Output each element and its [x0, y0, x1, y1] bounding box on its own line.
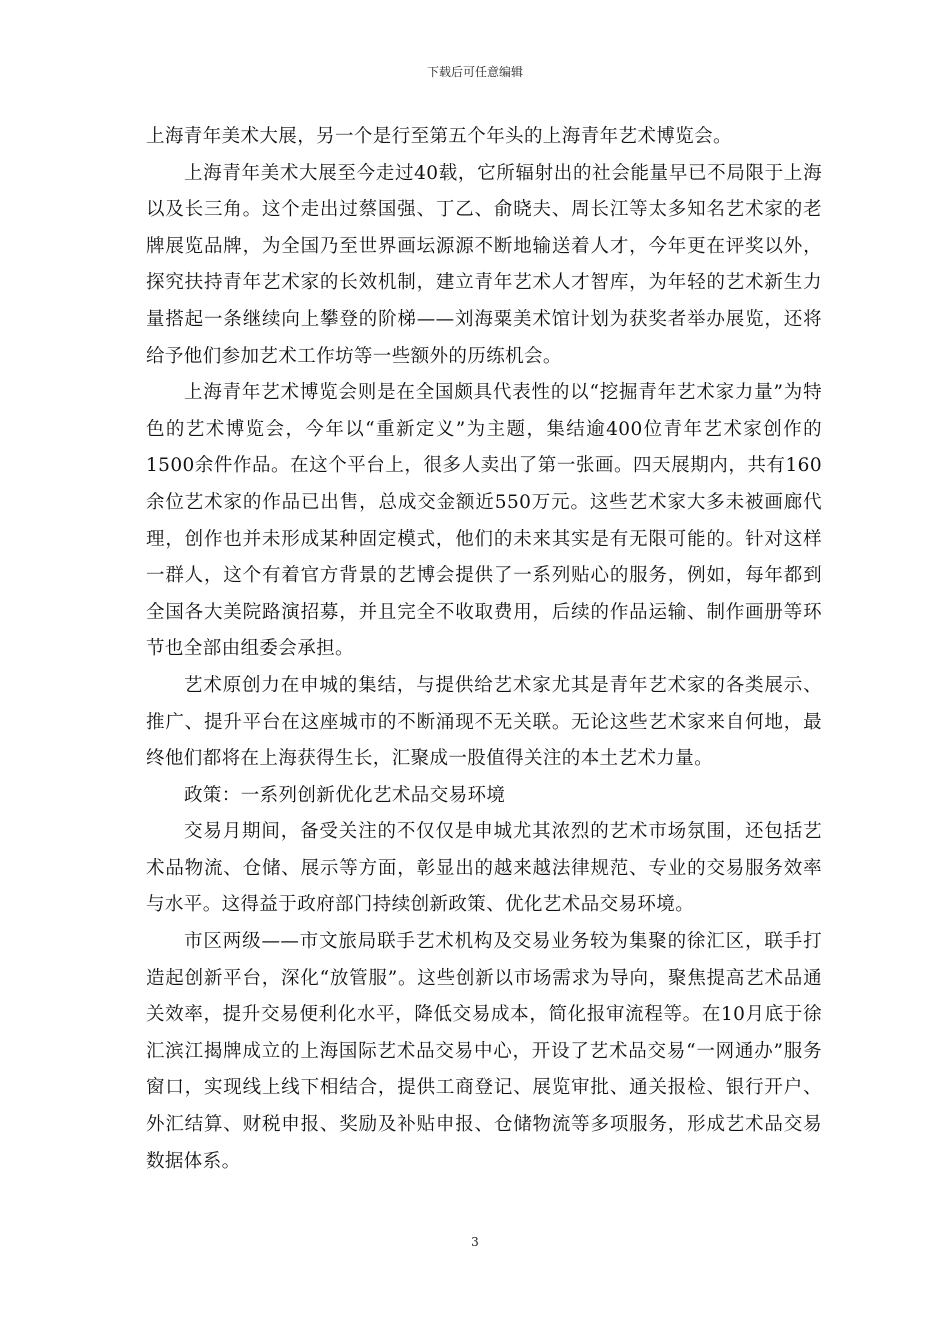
body-paragraph: 艺术原创力在申城的集结，与提供给艺术家尤其是青年艺术家的各类展示、推广、提升平台在这座城市的不断涌现不无关联。无论这些艺术家来自何地，最终他们都将在上海获得生长，汇聚成一股值得关注的本土艺术力量。 [146, 674, 822, 770]
body-paragraph: 市区两级——市文旅局联手艺术机构及交易业务较为集聚的徐汇区，联手打造起创新平台，深化“放管服”。这些创新以市场需求为导向，聚焦提高艺术品通关效率，提升交易便利化水平，降低交易成本，简化报审流程等。在10月底于徐汇滨江揭牌成立的上海国际艺术品交易中心，开设了艺术品交易“一网通办”服务窗口，实现线上线下相结合，提供工商登记、展览审批、通关报检、银行开户、外汇结算、财税申报、奖励及补贴申报、仓储物流等多项服务，形成艺术品交易数据体系。 [146, 931, 822, 1172]
body-paragraph: 上海青年美术大展至今走过40载，它所辐射出的社会能量早已不局限于上海以及长三角。这个走出过蔡国强、丁乙、俞晓夫、周长江等太多知名艺术家的老牌展览品牌，为全国乃至世界画坛源源不断地输送着人才，今年更在评奖以外，探究扶持青年艺术家的长效机制，建立青年艺术人才智库，为年轻的艺术新生力量搭起一条继续向上攀登的阶梯——刘海粟美术馆计划为获奖者举办展览，还将给予他们参加艺术工作坊等一些额外的历练机会。 [146, 162, 822, 367]
document-body [146, 119, 822, 1180]
page-number: 3 [471, 1235, 479, 1249]
section-heading: 政策：一系列创新优化艺术品交易环境 [184, 784, 506, 806]
body-paragraph: 交易月期间，备受关注的不仅仅是申城尤其浓烈的艺术市场氛围，还包括艺术品物流、仓储、展示等方面，彰显出的越来越法律规范、专业的交易服务效率与水平。这得益于政府部门持续创新政策、优化艺术品交易环境。 [146, 821, 822, 916]
body-paragraph: 上海青年艺术博览会则是在全国颇具代表性的以“挖掘青年艺术家力量”为特色的艺术博览会，今年以“重新定义”为主题，集结逾400位青年艺术家创作的1500余件作品。在这个平台上，很多人卖出了第一张画。四天展期内，共有160余位艺术家的作品已出售，总成交金额近550万元。这些艺术家大多未被画廊代理，创作也并未形成某种固定模式，他们的未来其实是有无限可能的。针对这样一群人，这个有着官方背景的艺博会提供了一系列贴心的服务，例如，每年都到全国各大美院路演招募，并且完全不收取费用，后续的作品运输、制作画册等环节也全部由组委会承担。 [146, 382, 822, 660]
page-header: 下载后可任意编辑 [426, 65, 523, 79]
body-paragraph: 上海青年美术大展，另一个是行至第五个年头的上海青年艺术博览会。 [146, 126, 732, 147]
